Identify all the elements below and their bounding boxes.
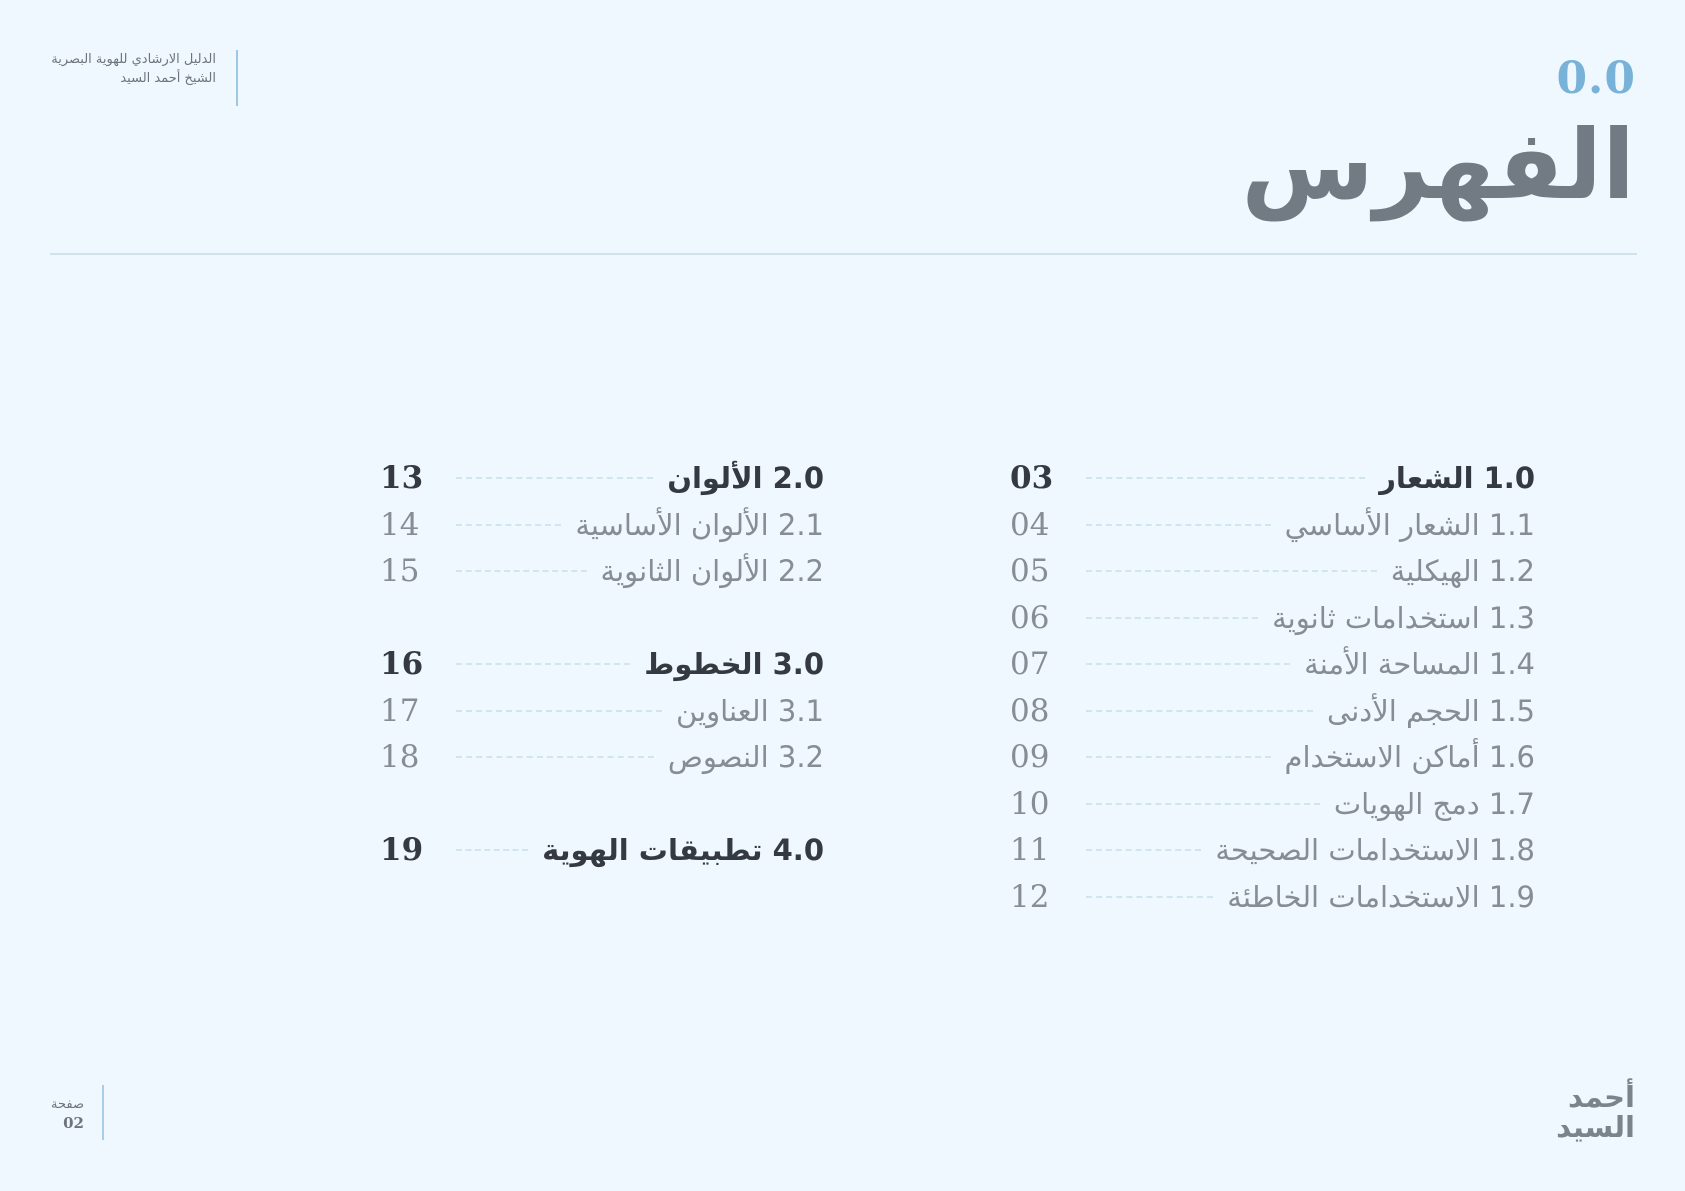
toc-page-number: 05 <box>1010 553 1050 590</box>
owner-name: الشيخ أحمد السيد <box>120 71 216 86</box>
toc-leader-line <box>456 849 528 851</box>
toc-page-number: 15 <box>380 553 420 590</box>
toc-column-left <box>380 455 824 874</box>
toc-leader-line <box>1086 617 1258 619</box>
toc-leader-line <box>456 663 630 665</box>
page-label: صفحة <box>51 1097 84 1112</box>
toc-entry-title: 1.5 الحجم الأدنى <box>1327 693 1535 728</box>
toc-entry-title: 3.0 الخطوط <box>644 647 824 682</box>
toc-entry-title: 1.6 أماكن الاستخدام <box>1284 740 1535 775</box>
brand-logo-line-1: أحمد <box>1567 1080 1635 1114</box>
brand-logo <box>1556 1082 1635 1142</box>
toc-page-number: 10 <box>1010 785 1050 822</box>
toc-entry-title: 3.1 العناوين <box>676 693 824 728</box>
toc-leader-line <box>456 524 561 526</box>
toc-entry-identity-merge[interactable] <box>1010 781 1535 828</box>
toc-leader-line <box>456 710 662 712</box>
toc-leader-line <box>1086 710 1313 712</box>
toc-entry-correct-uses[interactable] <box>1010 827 1535 874</box>
toc-page-number: 19 <box>380 832 424 869</box>
toc-leader-line <box>1086 570 1377 572</box>
toc-page-number: 14 <box>380 506 420 543</box>
toc-entry-minimum-size[interactable] <box>1010 688 1535 735</box>
toc-entry-primary-colors[interactable] <box>380 502 824 549</box>
toc-entry-secondary-uses[interactable] <box>1010 595 1535 642</box>
toc-entry-title: 1.3 استخدامات ثانوية <box>1272 600 1535 635</box>
toc-entry-title: 1.4 المساحة الأمنة <box>1304 647 1535 682</box>
toc-leader-line <box>1086 849 1201 851</box>
toc-entry-body-text[interactable] <box>380 734 824 781</box>
toc-page-number: 16 <box>380 646 424 683</box>
toc-entry-title: 2.2 الألوان الثانوية <box>600 554 824 589</box>
toc-page-number: 07 <box>1010 646 1050 683</box>
toc-entry-fonts[interactable] <box>380 641 824 688</box>
toc-leader-line <box>1086 524 1271 526</box>
guide-header <box>16 50 238 106</box>
page-footer <box>40 1085 104 1140</box>
toc-leader-line <box>1086 756 1271 758</box>
brand-logo-line-2: السيد <box>1556 1110 1635 1144</box>
toc-leader-line <box>1086 663 1290 665</box>
header-divider <box>50 253 1637 255</box>
toc-page-number: 17 <box>380 692 420 729</box>
toc-entry-safe-area[interactable] <box>1010 641 1535 688</box>
toc-page-number: 06 <box>1010 599 1050 636</box>
toc-page-number: 13 <box>380 460 424 497</box>
toc-page-number: 12 <box>1010 878 1050 915</box>
guide-title: الدليل الارشادي للهوية البصرية <box>51 52 216 67</box>
toc-entry-title: 3.2 النصوص <box>667 740 824 775</box>
toc-entry-title: 1.1 الشعار الأساسي <box>1284 507 1535 542</box>
section-number: 0.0 <box>1556 53 1636 104</box>
toc-page-number: 09 <box>1010 739 1050 776</box>
toc-leader-line <box>456 756 654 758</box>
toc-entry-title: 2.0 الألوان <box>667 461 824 496</box>
toc-entry-usage-places[interactable] <box>1010 734 1535 781</box>
toc-entry-title: 1.2 الهيكلية <box>1390 554 1535 589</box>
toc-entry-title: 4.0 تطبيقات الهوية <box>542 833 824 868</box>
toc-entry-title: 1.9 الاستخدامات الخاطئة <box>1227 879 1535 914</box>
toc-leader-line <box>1086 477 1365 479</box>
toc-entry-title: 1.0 الشعار <box>1379 461 1535 496</box>
toc-page-number: 11 <box>1010 832 1050 869</box>
toc-leader-line <box>1086 803 1320 805</box>
toc-entry-headings[interactable] <box>380 688 824 735</box>
toc-page-number: 03 <box>1010 460 1054 497</box>
toc-entry-identity-applications[interactable] <box>380 827 824 874</box>
toc-entry-primary-logo[interactable] <box>1010 502 1535 549</box>
page-number: 02 <box>63 1114 84 1132</box>
toc-entry-secondary-colors[interactable] <box>380 548 824 595</box>
toc-page-number: 04 <box>1010 506 1050 543</box>
toc-page-number: 08 <box>1010 692 1050 729</box>
toc-entry-logo[interactable] <box>1010 455 1535 502</box>
page-title: الفهرس <box>1241 109 1635 221</box>
toc-leader-line <box>456 570 587 572</box>
toc-entry-wrong-uses[interactable] <box>1010 874 1535 921</box>
toc-page-number: 18 <box>380 739 420 776</box>
toc-entry-title: 2.1 الألوان الأساسية <box>575 507 824 542</box>
toc-entry-title: 1.8 الاستخدامات الصحيحة <box>1215 833 1535 868</box>
toc-entry-structure[interactable] <box>1010 548 1535 595</box>
toc-entry-colors[interactable] <box>380 455 824 502</box>
toc-column-right <box>1010 455 1535 920</box>
toc-leader-line <box>1086 896 1213 898</box>
toc-entry-title: 1.7 دمج الهويات <box>1333 786 1535 821</box>
toc-leader-line <box>456 477 653 479</box>
